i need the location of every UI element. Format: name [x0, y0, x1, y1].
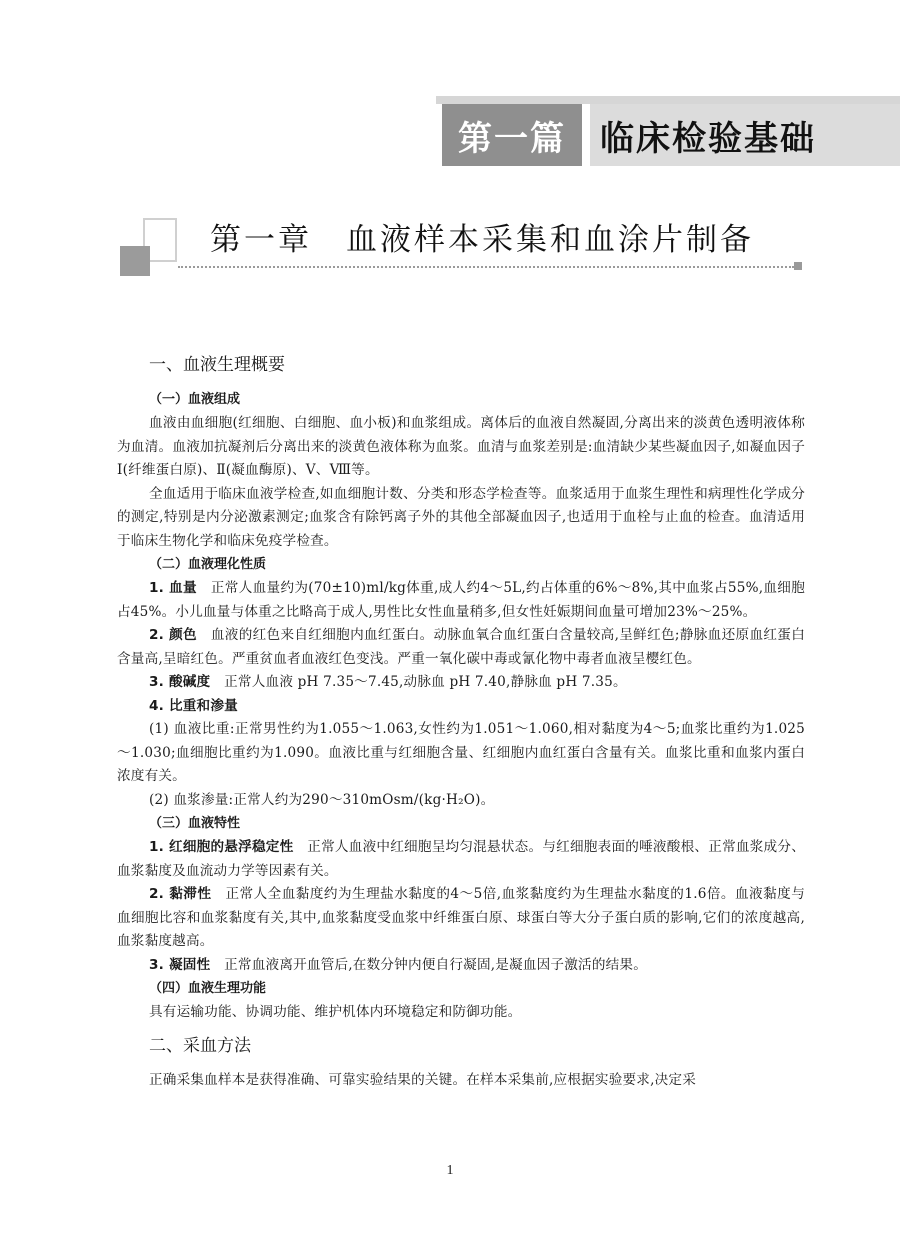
paragraph: 正确采集血样本是获得准确、可靠实验结果的关键。在样本采集前,应根据实验要求,决定采	[149, 1071, 696, 1088]
term-label: 1. 血量	[149, 580, 197, 596]
paragraph	[117, 695, 805, 719]
term-label: 4. 比重和渗量	[149, 697, 238, 714]
subsection-heading: （四）血液生理功能	[149, 981, 267, 996]
chapter-title: 第一章 血液样本采集和血涂片制备	[210, 222, 754, 258]
term-text: 正常血液离开血管后,在数分钟内便自行凝固,是凝血因子激活的结果。	[224, 956, 647, 973]
paragraph: 血液由血细胞(红细胞、白细胞、血小板)和血浆组成。离体后的血液自然凝固,分离出来的淡黄色透明液体称为血清。血液加抗凝剂后分离出来的淡黄色液体称为血浆。血清与血浆差别是:血清缺少某些凝血因子,如凝血因子Ⅰ(纤维蛋白原)、Ⅱ(凝血酶原)、Ⅴ、Ⅷ等。	[117, 415, 805, 478]
term-text: 血液的红色来自红细胞内血红蛋白。动脉血氧合血红蛋白含量较高,呈鲜红色;静脉血还原血红蛋白含量高,呈暗红色。严重贫血者血液红色变浅。严重一氧化碳中毒或氰化物中毒者血液呈樱红色。	[117, 627, 805, 667]
page-number: 1	[446, 1163, 454, 1178]
term-label: 3. 酸碱度	[149, 674, 211, 690]
page-body	[117, 352, 805, 1092]
term-label: 2. 黏滞性	[149, 886, 212, 902]
section-heading: 二、采血方法	[149, 1035, 251, 1056]
term-label: 3. 凝固性	[149, 956, 211, 973]
paragraph: (1) 血液比重:正常男性约为1.055～1.063,女性约为1.051～1.060,相对黏度为4～5;血浆比重约为1.025～1.030;血细胞比重约为1.090。血液比重与红细胞含量、红细胞内血红蛋白含量有关。血浆比重和血浆内蛋白浓度有关。	[117, 721, 805, 784]
paragraph	[117, 577, 805, 624]
term-text: 正常人血量约为(70±10)ml/kg体重,成人约4～5L,约占体重的6%～8%,其中血浆占55%,血细胞占45%。小儿血量与体重之比略高于成人,男性比女性血量稍多,但女性妊娠期间血量可增加23%～25%。	[117, 580, 805, 620]
paragraph: 具有运输功能、协调功能、维护机体内环境稳定和防御功能。	[149, 1004, 522, 1020]
paragraph	[117, 836, 805, 883]
subsection-heading: （三）血液特性	[149, 816, 241, 831]
part-title: 临床检验基础	[586, 104, 900, 166]
term-label: 1. 红细胞的悬浮稳定性	[149, 839, 294, 855]
chapter-divider	[178, 266, 794, 268]
paragraph: 全血适用于临床血液学检查,如血细胞计数、分类和形态学检查等。血浆适用于血浆生理性和病理性化学成分的测定,特别是内分泌激素测定;血浆含有除钙离子外的其他全部凝血因子,也适用于血栓与止血的检查。血清适用于临床生物化学和临床免疫学检查。	[117, 485, 805, 549]
part-number: 第一篇	[442, 104, 582, 166]
spacer	[117, 1025, 805, 1033]
part-header-band	[436, 96, 900, 104]
term-text: 正常人血液 pH 7.35～7.45,动脉血 pH 7.40,静脉血 pH 7.35。	[224, 674, 627, 690]
paragraph	[117, 671, 805, 695]
paragraph	[117, 954, 805, 978]
chapter-decoration-square	[120, 246, 150, 276]
part-header	[436, 96, 900, 176]
section-heading: 一、血液生理概要	[149, 355, 285, 375]
term-label: 2. 颜色	[149, 627, 197, 643]
paragraph	[117, 883, 805, 954]
term-text: 正常人血液中红细胞呈均匀混悬状态。与红细胞表面的唾液酸根、正常血浆成分、血浆黏度及血流动力学等因素有关。	[117, 839, 805, 879]
paragraph	[117, 624, 805, 671]
subsection-heading: （一）血液组成	[149, 392, 241, 407]
paragraph: (2) 血浆渗量:正常人约为290～310mOsm/(kg·H₂O)。	[149, 791, 495, 808]
chapter-divider-end-mark	[794, 262, 802, 270]
subsection-heading: （二）血液理化性质	[149, 557, 267, 572]
term-text: 正常人全血黏度约为生理盐水黏度的4～5倍,血浆黏度约为生理盐水黏度的1.6倍。血液黏度与血细胞比容和血浆黏度有关,其中,血浆黏度受血浆中纤维蛋白原、球蛋白等大分子蛋白质的影响,它们的浓度越高,血浆黏度越高。	[117, 886, 805, 949]
